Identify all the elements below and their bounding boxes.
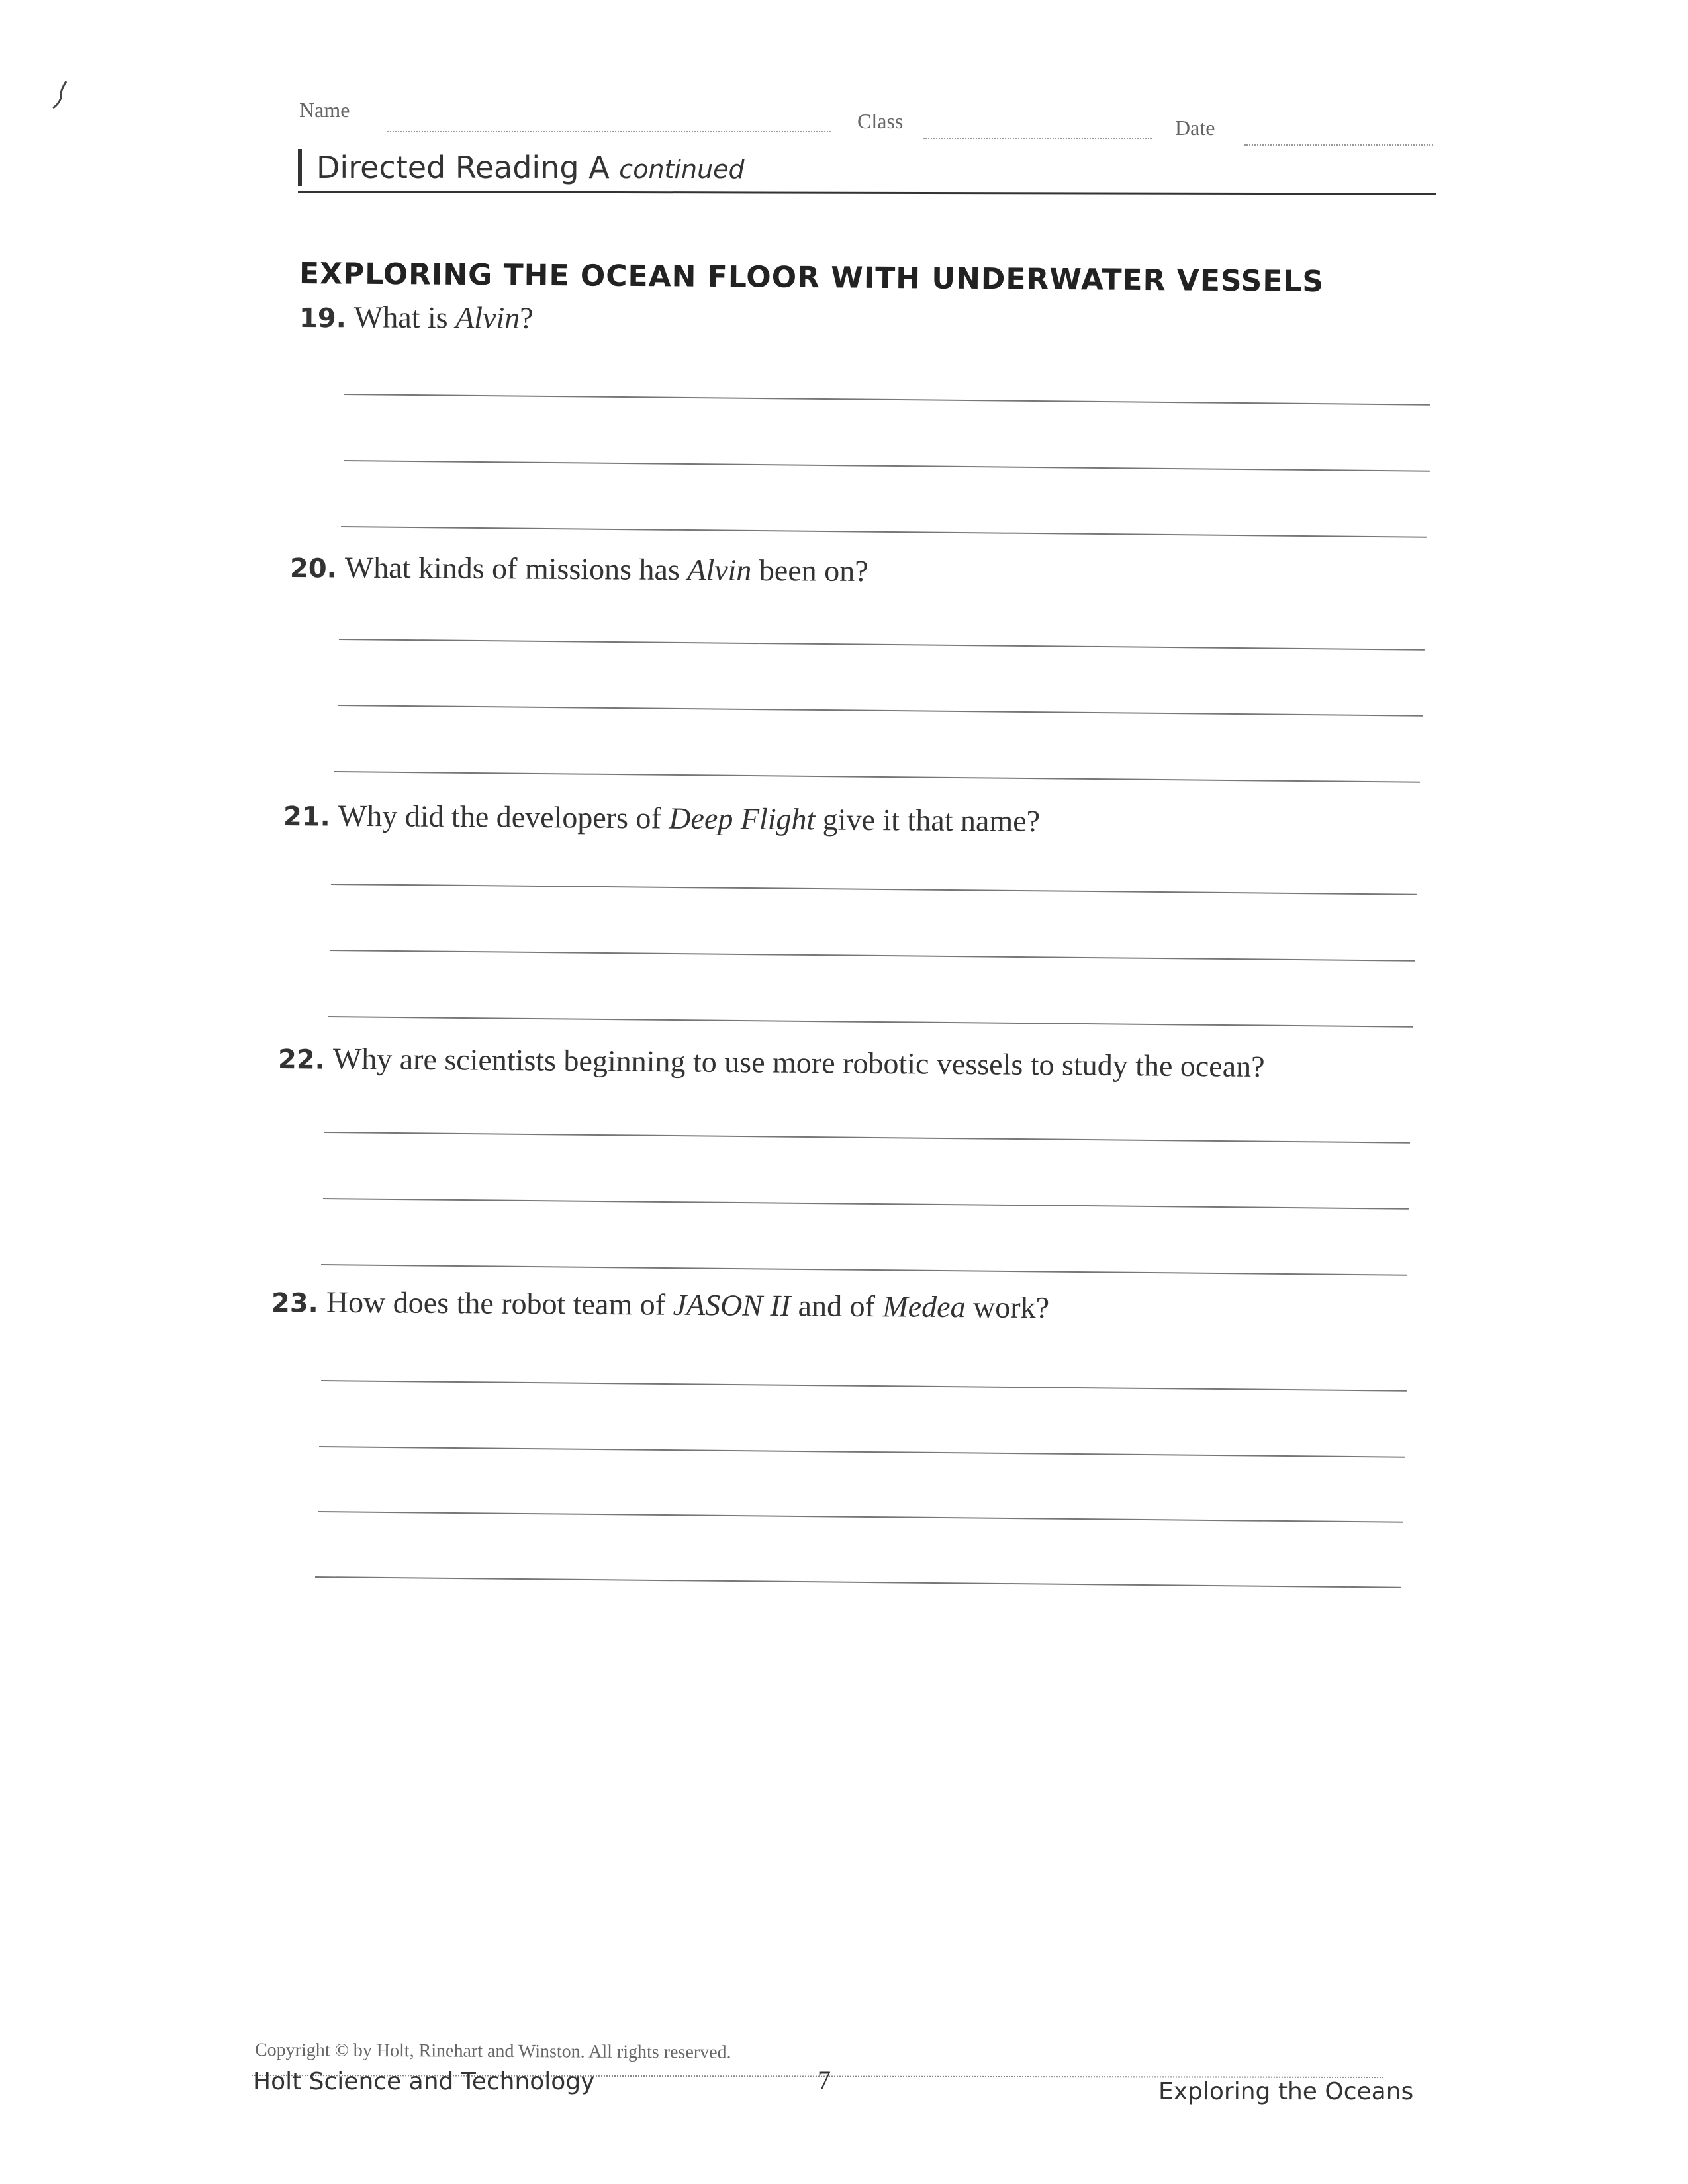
question-text-end: work? bbox=[965, 1290, 1050, 1325]
question-text: Why are scientists beginning to use more robotic vessels to study the ocean? bbox=[332, 1041, 1265, 1084]
title-bar-mark bbox=[298, 149, 302, 186]
question-20 bbox=[290, 549, 868, 588]
name-label: Name bbox=[299, 98, 350, 122]
answer-line[interactable] bbox=[315, 1576, 1401, 1588]
answer-line[interactable] bbox=[334, 771, 1420, 783]
answer-line[interactable] bbox=[321, 1380, 1407, 1392]
question-text: Why did the developers of bbox=[338, 798, 669, 835]
pen-mark bbox=[46, 78, 73, 111]
answer-line[interactable] bbox=[319, 1446, 1405, 1458]
title-text: Directed Reading A bbox=[316, 150, 610, 185]
answer-line[interactable] bbox=[341, 526, 1427, 538]
question-italic: Alvin bbox=[455, 300, 520, 335]
section-title: EXPLORING THE OCEAN FLOOR WITH UNDERWATER VESSELS bbox=[299, 257, 1325, 299]
directed-reading-title bbox=[316, 150, 745, 185]
answer-line[interactable] bbox=[338, 705, 1423, 717]
answer-line[interactable] bbox=[328, 1016, 1413, 1028]
question-22 bbox=[278, 1040, 1265, 1084]
question-text: How does the robot team of bbox=[326, 1285, 673, 1322]
question-21 bbox=[283, 797, 1040, 839]
class-field[interactable] bbox=[923, 138, 1152, 139]
chapter-name: Exploring the Oceans bbox=[1158, 2078, 1414, 2105]
class-label: Class bbox=[857, 109, 904, 133]
question-19 bbox=[299, 299, 534, 336]
question-italic: Deep Flight bbox=[669, 801, 816, 837]
publisher-name: Holt Science and Technology bbox=[253, 2068, 595, 2095]
answer-line[interactable] bbox=[344, 394, 1430, 406]
header-rule bbox=[298, 191, 1436, 195]
question-number: 21. bbox=[283, 801, 331, 833]
question-number: 22. bbox=[277, 1044, 326, 1075]
question-text-end: ? bbox=[520, 300, 534, 335]
question-text-end: been on? bbox=[751, 553, 868, 588]
question-text: What is bbox=[353, 300, 456, 335]
question-23 bbox=[271, 1284, 1049, 1325]
answer-line[interactable] bbox=[339, 639, 1425, 651]
question-number: 19. bbox=[299, 303, 346, 334]
answer-line[interactable] bbox=[330, 950, 1415, 962]
copyright-notice: Copyright © by Holt, Rinehart and Winston. All rights reserved. bbox=[254, 2040, 731, 2063]
answer-line[interactable] bbox=[344, 460, 1430, 472]
answer-line[interactable] bbox=[331, 884, 1417, 895]
question-number: 23. bbox=[271, 1288, 319, 1319]
question-number: 20. bbox=[289, 553, 338, 584]
date-field[interactable] bbox=[1244, 144, 1433, 146]
date-label: Date bbox=[1175, 116, 1215, 140]
question-text-end: give it that name? bbox=[815, 802, 1041, 838]
page-number: 7 bbox=[818, 2066, 831, 2095]
answer-line[interactable] bbox=[321, 1264, 1407, 1276]
answer-line[interactable] bbox=[323, 1198, 1409, 1210]
question-text: What kinds of missions has bbox=[344, 550, 688, 587]
answer-line[interactable] bbox=[324, 1132, 1410, 1144]
name-field[interactable] bbox=[387, 131, 831, 132]
question-italic: JASON II bbox=[673, 1287, 791, 1323]
title-suffix: continued bbox=[619, 155, 745, 184]
question-italic: Alvin bbox=[687, 553, 752, 587]
question-text-middle: and of bbox=[790, 1289, 883, 1324]
answer-line[interactable] bbox=[318, 1511, 1403, 1523]
question-italic-2: Medea bbox=[882, 1289, 966, 1324]
